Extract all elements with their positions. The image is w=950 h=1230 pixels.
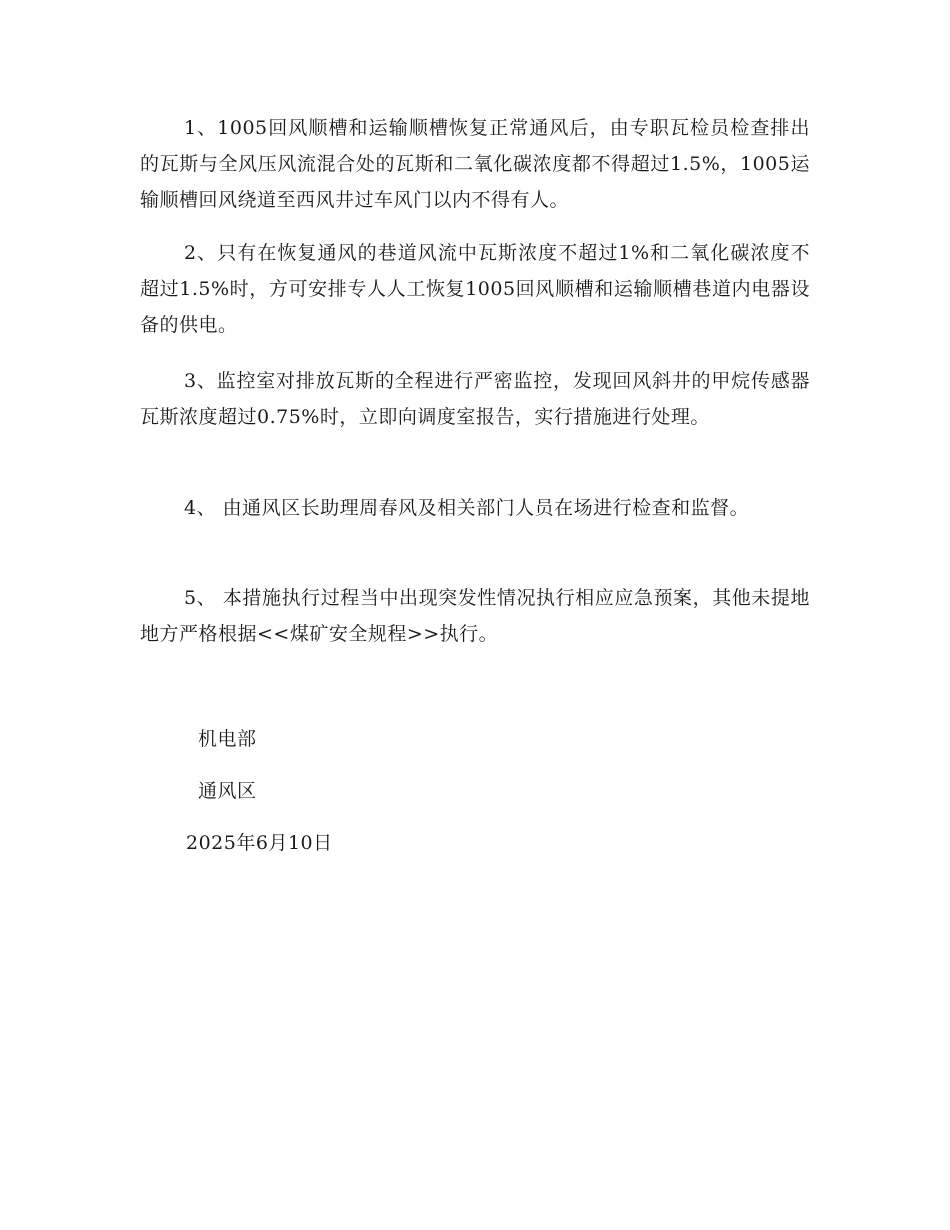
paragraph-item-3: 3、监控室对排放瓦斯的全程进行严密监控，发现回风斜井的甲烷传感器瓦斯浓度超过0.75%时，立即向调度室报告，实行措施进行处理。 [140, 370, 810, 428]
paragraph-item-4: 4、 由通风区长助理周春风及相关部门人员在场进行检查和监督。 [184, 497, 750, 519]
paragraph-item-5: 5、 本措施执行过程当中出现突发性情况执行相应应急预案，其他未提地地方严格根据<<煤矿安全规程>>执行。 [140, 587, 810, 645]
signature-date: 2025年6月10日 [186, 832, 333, 854]
signature-department-mechanical-electrical: 机电部 [198, 728, 257, 750]
signature-department-ventilation: 通风区 [198, 780, 257, 802]
paragraph-item-2: 2、只有在恢复通风的巷道风流中瓦斯浓度不超过1%和二氧化碳浓度不超过1.5%时，方可安排专人人工恢复1005回风顺槽和运输顺槽巷道内电器设备的供电。 [140, 242, 810, 336]
paragraph-item-1: 1、1005回风顺槽和运输顺槽恢复正常通风后，由专职瓦检员检查排出的瓦斯与全风压风流混合处的瓦斯和二氧化碳浓度都不得超过1.5%，1005运输顺槽回风绕道至西风井过车风门以内不得有人。 [140, 117, 810, 211]
